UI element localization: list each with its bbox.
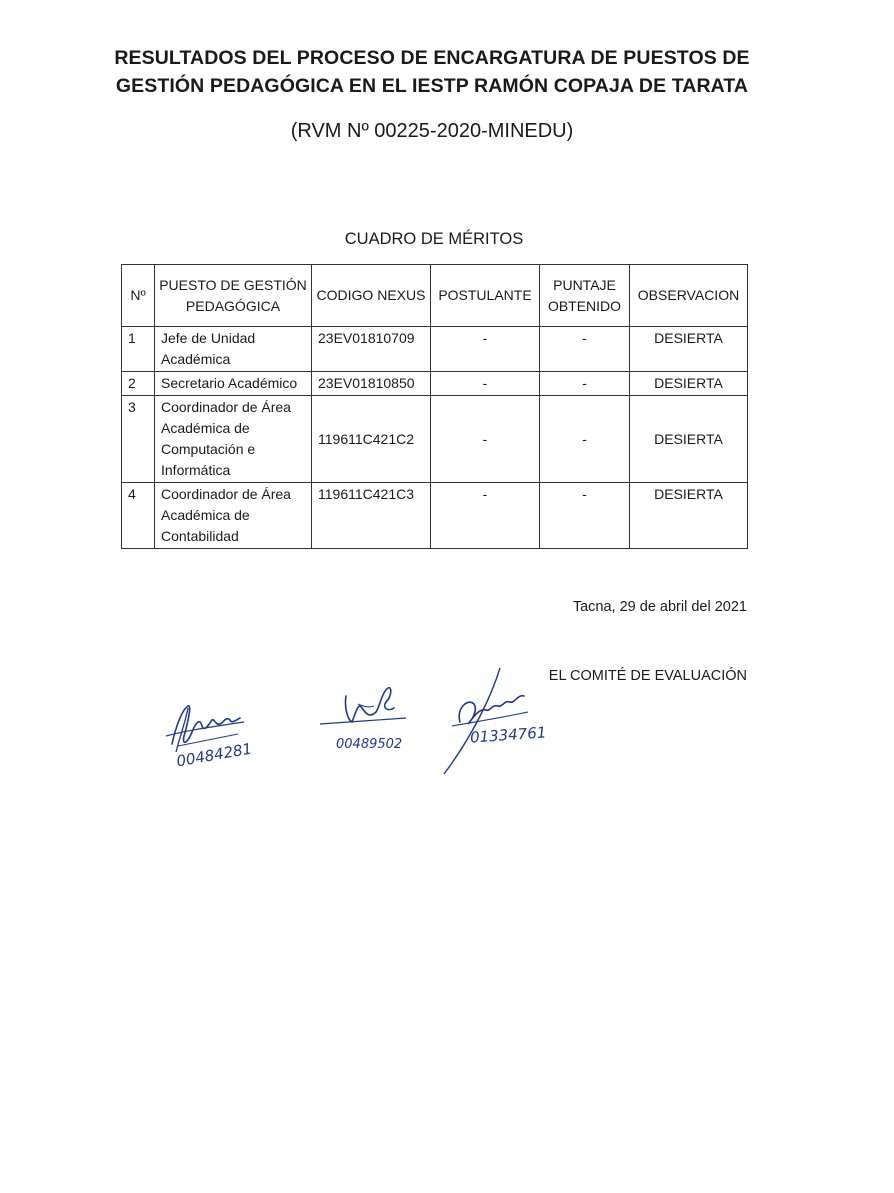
table-header-row [122,265,748,327]
header-observacion: OBSERVACION [630,265,748,327]
row-codigo: 119611C421C2 [312,396,431,483]
row-puesto: Coordinador de Área Académica de Contabilidad [155,483,312,549]
row-observacion: DESIERTA [630,372,748,396]
signature-3-number: 01334761 [469,723,547,747]
row-puesto: Jefe de Unidad Académica [155,327,312,372]
signature-scribble-icon [318,682,418,742]
signature-2-number: 00489502 [336,737,403,752]
row-postulante: - [431,327,540,372]
table-row [122,483,748,549]
row-postulante: - [431,483,540,549]
row-puntaje: - [540,372,630,396]
row-codigo: 23EV01810850 [312,372,431,396]
signature-1-number: 00484281 [175,739,254,771]
signature-2 [318,682,418,752]
table-row [122,396,748,483]
merits-table [121,264,748,549]
row-num: 1 [122,327,155,372]
row-observacion: DESIERTA [630,396,748,483]
title-line-1: RESULTADOS DEL PROCESO DE ENCARGATURA DE PUESTOS DE [114,47,750,69]
signature-3 [444,664,564,779]
table-caption: CUADRO DE MÉRITOS [344,230,524,248]
header-num: Nº [122,265,155,327]
row-codigo: 23EV01810709 [312,327,431,372]
header-postulante: POSTULANTE [431,265,540,327]
header-puntaje: PUNTAJE OBTENIDO [540,265,630,327]
committee-label: EL COMITÉ DE EVALUACIÓN [548,668,747,684]
signature-1 [158,696,268,771]
row-puesto: Secretario Académico [155,372,312,396]
row-puntaje: - [540,327,630,372]
header-puesto: PUESTO DE GESTIÓN PEDAGÓGICA [155,265,312,327]
row-codigo: 119611C421C3 [312,483,431,549]
row-num: 2 [122,372,155,396]
document-title [0,44,864,100]
row-num: 3 [122,396,155,483]
row-puntaje: - [540,396,630,483]
row-num: 4 [122,483,155,549]
signature-scribble-icon [444,664,564,779]
resolution-reference: (RVM Nº 00225-2020-MINEDU) [290,120,574,142]
header-codigo: CODIGO NEXUS [312,265,431,327]
row-puntaje: - [540,483,630,549]
row-postulante: - [431,372,540,396]
date-line: Tacna, 29 de abril del 2021 [572,599,747,615]
row-observacion: DESIERTA [630,483,748,549]
table-row [122,372,748,396]
row-puesto: Coordinador de Área Académica de Computación e Informática [155,396,312,483]
row-postulante: - [431,396,540,483]
title-line-2: GESTIÓN PEDAGÓGICA EN EL IESTP RAMÓN COPAJA DE TARATA [115,75,749,97]
row-observacion: DESIERTA [630,327,748,372]
table-row [122,327,748,372]
